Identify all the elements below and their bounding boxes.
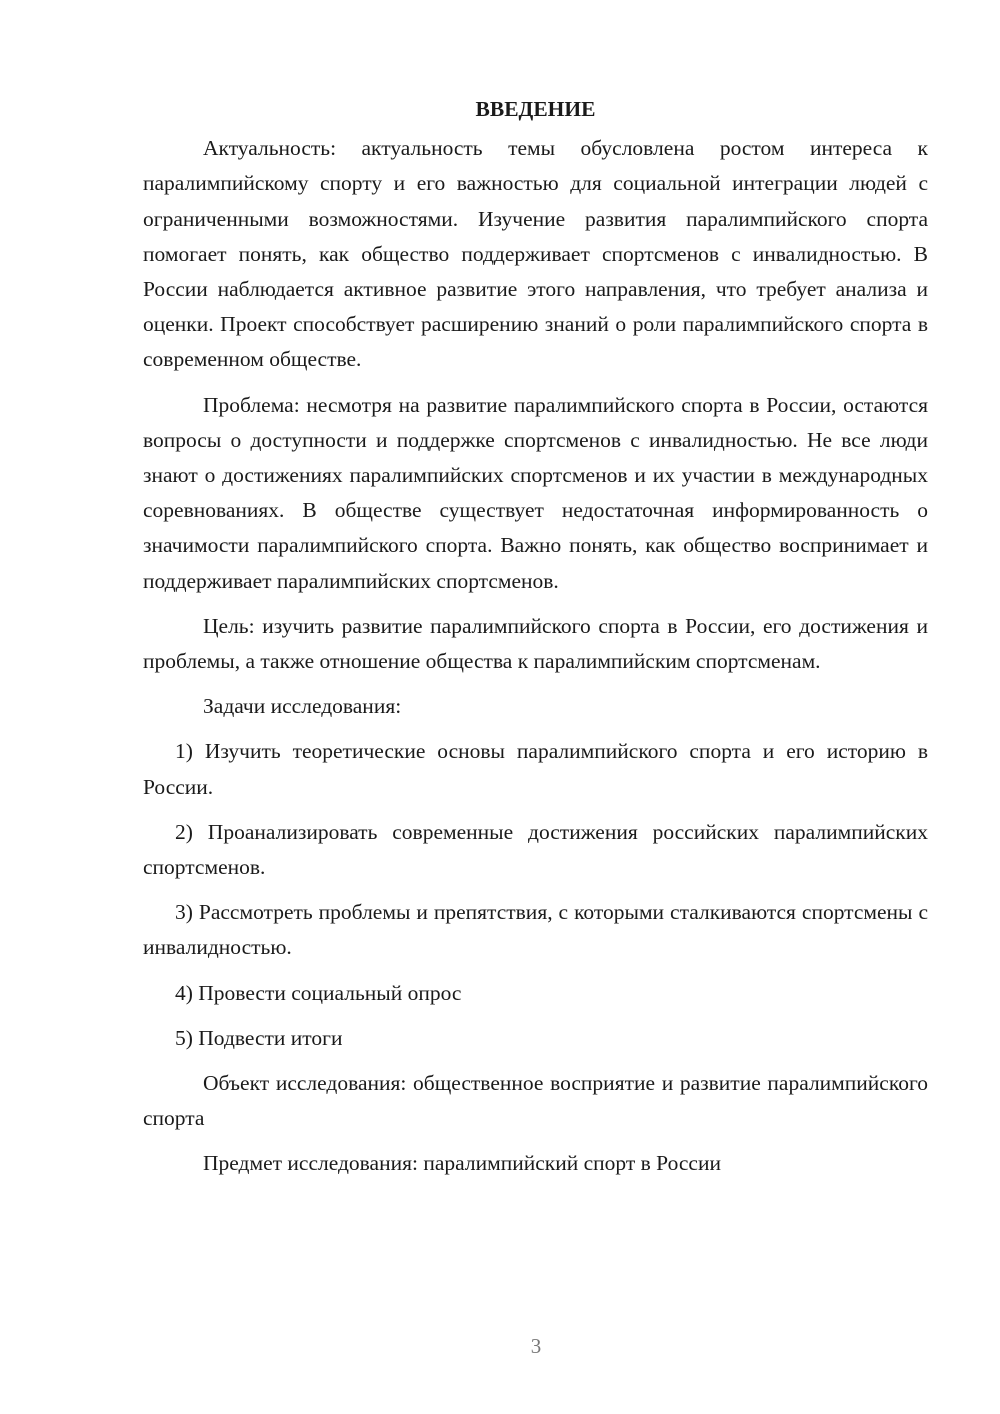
task-item-1: 1) Изучить теоретические основы паралимпийского спорта и его историю в России. — [143, 739, 928, 799]
problem-paragraph: Проблема: несмотря на развитие паралимпийского спорта в России, остаются вопросы о доступности и поддержке спортсменов с инвалидностью. Не все люди знают о достижениях паралимпийских спортсменов и их участии в международных соревнованиях. В обществе существует недостаточная информированность о значимости паралимпийского спорта. Важно понять, как общество воспринимает и поддерживает паралимпийских спортсменов. — [143, 392, 928, 593]
task-item-2: 2) Проанализировать современные достижения российских паралимпийских спортсменов. — [143, 819, 928, 880]
task-item-3: 3) Рассмотреть проблемы и препятствия, с которыми сталкиваются спортсмены с инвалидностью. — [143, 900, 928, 960]
tasks-heading: Задачи исследования: — [203, 694, 402, 719]
document-page — [143, 92, 928, 1192]
task-item-4: 4) Провести социальный опрос — [175, 980, 462, 1005]
page-number: 3 — [530, 1334, 542, 1358]
subject-paragraph: Предмет исследования: паралимпийский спорт в России — [203, 1151, 721, 1176]
task-item-5: 5) Подвести итоги — [175, 1025, 343, 1050]
relevance-paragraph: Актуальность: актуальность темы обусловлена ростом интереса к паралимпийскому спорту и его важностью для социальной интеграции людей с ограниченными возможностями. Изучение развития паралимпийского спорта помогает понять, как общество поддерживает спортсменов с инвалидностью. В России наблюдается активное развитие этого направления, что требует анализа и оценки. Проект способствует расширению знаний о роли паралимпийского спорта в современном обществе. — [143, 136, 928, 372]
object-paragraph: Объект исследования: общественное восприятие и развитие паралимпийского спорта — [143, 1071, 928, 1131]
page-title: ВВЕДЕНИЕ — [475, 97, 596, 121]
goal-paragraph: Цель: изучить развитие паралимпийского спорта в России, его достижения и проблемы, а также отношение общества к паралимпийским спортсменам. — [143, 613, 928, 674]
